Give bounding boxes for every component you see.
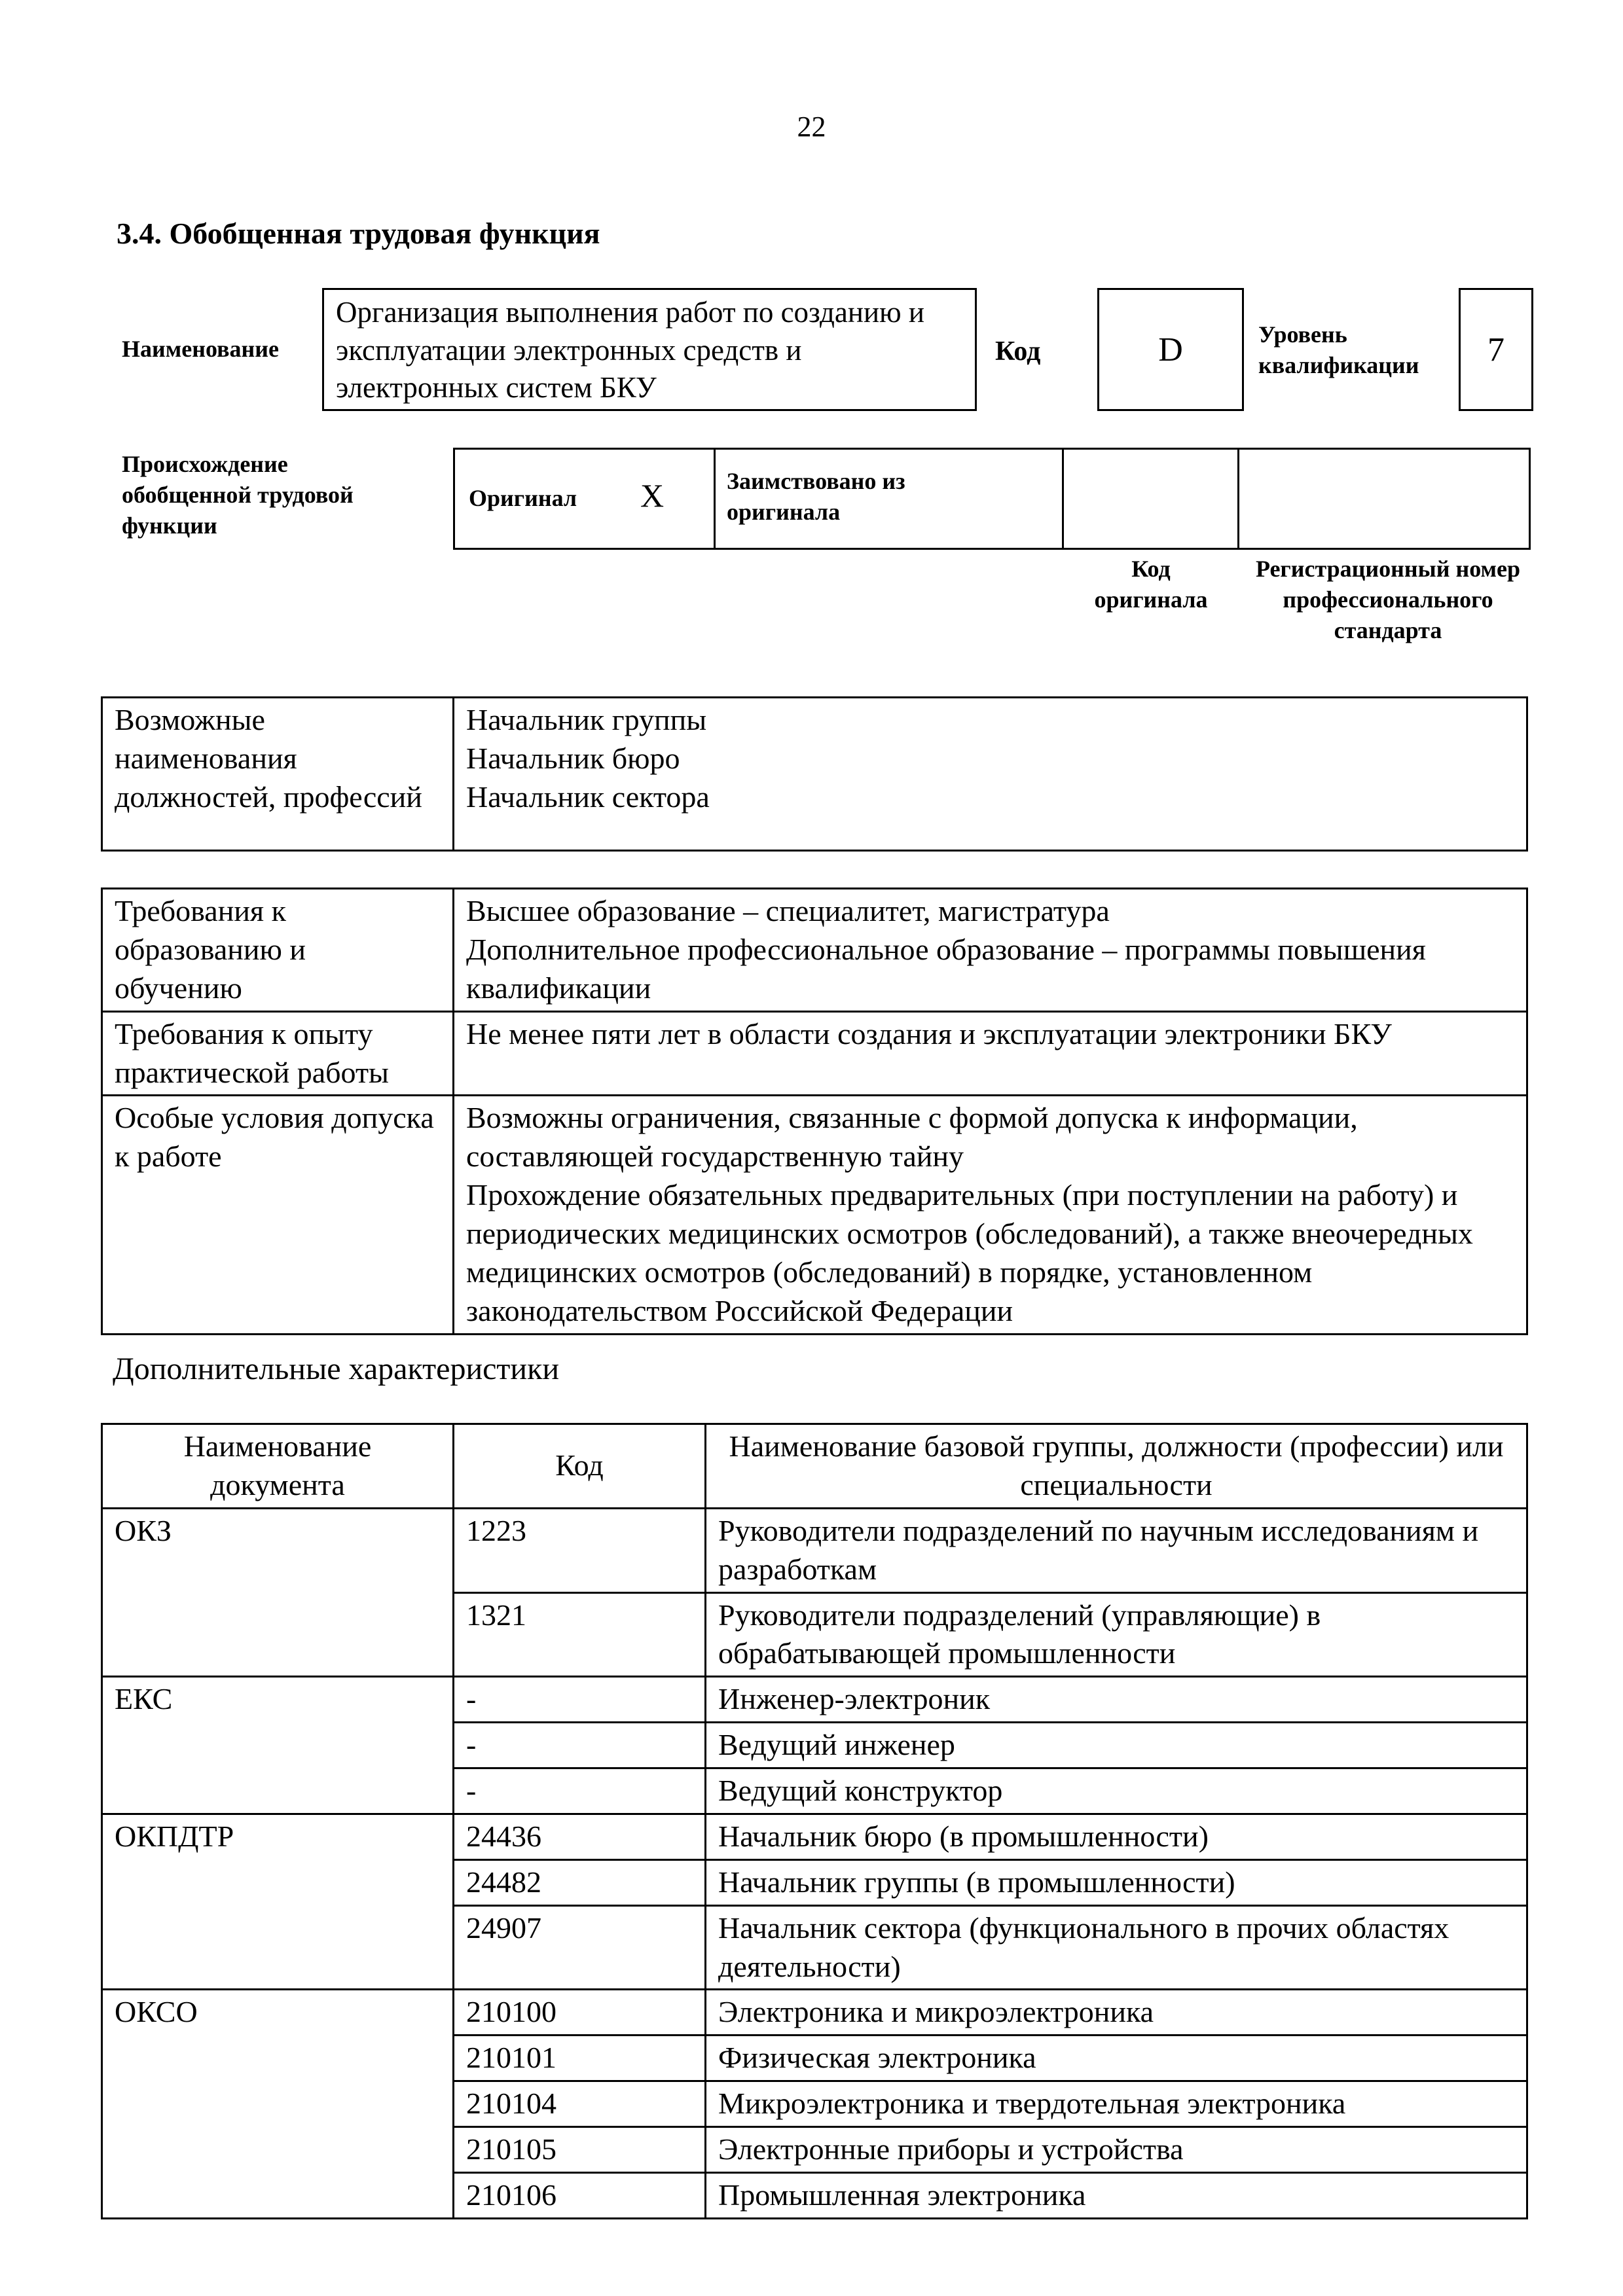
origin-box xyxy=(453,448,1531,550)
code-cell: 210104 xyxy=(454,2081,706,2127)
name-cell: Начальник группы (в промышленности) xyxy=(706,1859,1527,1905)
position-item: Начальник бюро xyxy=(466,741,680,775)
education-line: Высшее образование – специалитет, магистратура xyxy=(466,894,1110,927)
header-doc: Наименование документа xyxy=(102,1424,454,1509)
education-line: Дополнительное профессиональное образование – программы повышения квалификации xyxy=(466,932,1426,1005)
doc-cell: ОКСО xyxy=(102,1990,454,2218)
experience-label: Требования к опыту практической работы xyxy=(102,1011,454,1096)
positions-table xyxy=(101,696,1528,852)
table-row xyxy=(102,1677,1527,1723)
code-cell: - xyxy=(454,1723,706,1768)
experience-value: Не менее пяти лет в области создания и эксплуатации электроники БКУ xyxy=(454,1011,1527,1096)
name-cell: Электронные приборы и устройства xyxy=(706,2127,1527,2173)
code-cell: 210101 xyxy=(454,2036,706,2081)
special-conditions-line: Прохождение обязательных предварительных (при поступлении на работу) и периодических медицинских осмотров (обследований), а также внеочередных медицинских осмотров (обследований) в порядке, установленном законодательством Российской Федерации xyxy=(466,1178,1473,1327)
requirements-table xyxy=(101,888,1528,1335)
education-label: Требования к образованию и обучению xyxy=(102,889,454,1012)
doc-cell: ОКЗ xyxy=(102,1508,454,1677)
name-value: Организация выполнения работ по созданию и эксплуатации электронных средств и электронных систем БКУ xyxy=(336,296,924,404)
name-box xyxy=(322,288,977,411)
origin-label: Происхождение обобщенной трудовой функции xyxy=(122,451,354,539)
doc-cell: ОКПДТР xyxy=(102,1814,454,1990)
level-value: 7 xyxy=(1487,331,1504,368)
level-box xyxy=(1459,288,1533,411)
positions-label: Возможные наименования должностей, профессий xyxy=(102,698,454,851)
position-item: Начальник сектора xyxy=(466,780,710,814)
name-cell: Руководители подразделений по научным исследованиям и разработкам xyxy=(706,1508,1527,1592)
education-value xyxy=(454,889,1527,1012)
additional-title: Дополнительные характеристики xyxy=(113,1352,560,1386)
code-cell: 210106 xyxy=(454,2172,706,2218)
code-cell: 24907 xyxy=(454,1905,706,1990)
code-cell: 1321 xyxy=(454,1592,706,1677)
position-item: Начальник группы xyxy=(466,703,707,736)
name-cell: Ведущий инженер xyxy=(706,1723,1527,1768)
special-conditions-line: Возможны ограничения, связанные с формой допуска к информации, составляющей государственную тайну xyxy=(466,1101,1358,1174)
original-mark: X xyxy=(640,477,665,514)
special-conditions-value xyxy=(454,1096,1527,1334)
code-original-caption: Код оригинала xyxy=(1094,556,1208,613)
table-row xyxy=(102,1814,1527,1859)
name-cell: Электроника и микроэлектроника xyxy=(706,1990,1527,2036)
code-cell: 24436 xyxy=(454,1814,706,1859)
name-cell: Ведущий конструктор xyxy=(706,1768,1527,1814)
code-cell: 210105 xyxy=(454,2127,706,2173)
reg-number-caption: Регистрационный номер профессионального стандарта xyxy=(1255,556,1521,643)
code-cell: 24482 xyxy=(454,1859,706,1905)
additional-table xyxy=(101,1423,1528,2219)
code-cell: 1223 xyxy=(454,1508,706,1592)
special-conditions-label: Особые условия допуска к работе xyxy=(102,1096,454,1334)
header-code: Код xyxy=(454,1424,706,1509)
page-number: 22 xyxy=(797,111,826,143)
code-cell: - xyxy=(454,1768,706,1814)
code-box xyxy=(1097,288,1244,411)
level-label: Уровень квалификации xyxy=(1258,321,1419,378)
code-cell: 210100 xyxy=(454,1990,706,2036)
name-cell: Начальник сектора (функционального в прочих областях деятельности) xyxy=(706,1905,1527,1990)
original-label: Оригинал xyxy=(469,485,577,511)
name-label: Наименование xyxy=(122,336,279,362)
section-title: 3.4. Обобщенная трудовая функция xyxy=(117,217,600,250)
name-cell: Промышленная электроника xyxy=(706,2172,1527,2218)
code-label: Код xyxy=(995,336,1041,367)
doc-cell: ЕКС xyxy=(102,1677,454,1814)
code-cell: - xyxy=(454,1677,706,1723)
borrowed-label: Заимствовано из оригинала xyxy=(727,468,905,525)
name-cell: Инженер-электроник xyxy=(706,1677,1527,1723)
positions-list xyxy=(454,698,1527,851)
table-row xyxy=(102,1990,1527,2036)
code-value: D xyxy=(1158,331,1183,368)
name-cell: Физическая электроника xyxy=(706,2036,1527,2081)
name-cell: Начальник бюро (в промышленности) xyxy=(706,1814,1527,1859)
name-cell: Микроэлектроника и твердотельная электроника xyxy=(706,2081,1527,2127)
name-cell: Руководители подразделений (управляющие) в обрабатывающей промышленности xyxy=(706,1592,1527,1677)
header-name: Наименование базовой группы, должности (профессии) или специальности xyxy=(706,1424,1527,1509)
table-row xyxy=(102,1508,1527,1592)
